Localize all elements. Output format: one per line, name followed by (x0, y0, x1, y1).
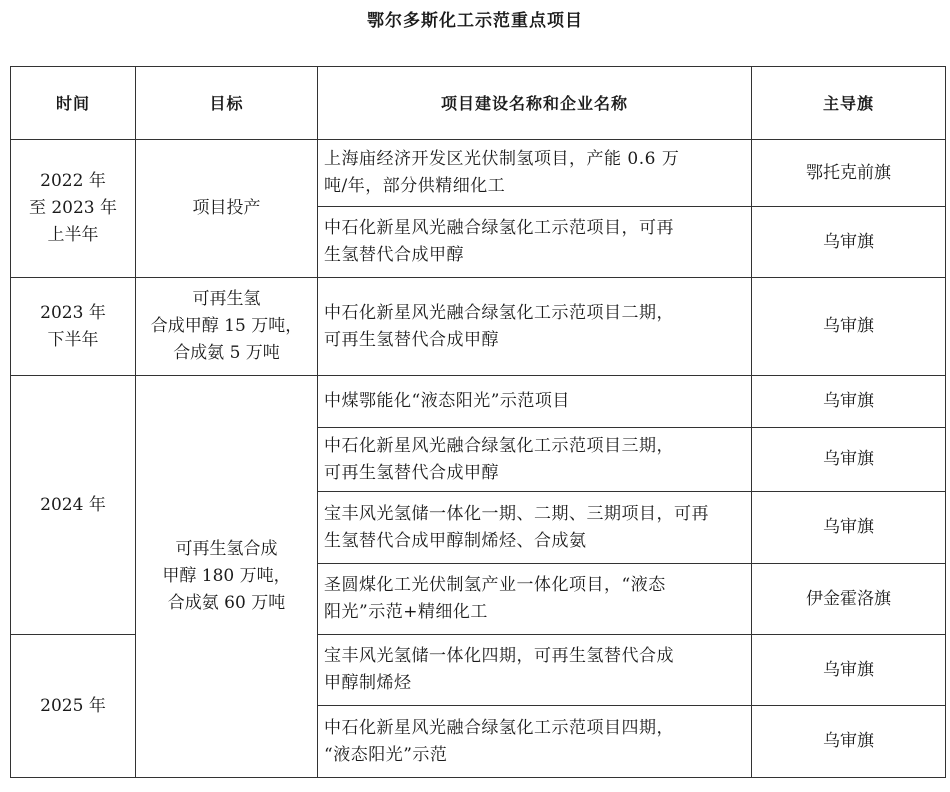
table-row (11, 140, 946, 207)
project-cell: 宝丰风光氢储一体化四期，可再生氢替代合成 甲醇制烯烃 (318, 635, 752, 706)
project-cell: 圣圆煤化工光伏制氢产业一体化项目，“液态 阳光”示范+精细化工 (318, 564, 752, 635)
project-cell: 上海庙经济开发区光伏制氢项目，产能 0.6 万 吨/年，部分供精细化工 (318, 140, 752, 207)
header-time: 时间 (11, 67, 136, 140)
banner-cell: 鄂托克前旗 (752, 140, 946, 207)
table-row (11, 376, 946, 428)
banner-cell: 乌审旗 (752, 428, 946, 492)
time-cell: 2025 年 (11, 635, 136, 778)
goal-cell: 可再生氢合成 甲醇 180 万吨， 合成氨 60 万吨 (136, 376, 318, 778)
banner-cell: 乌审旗 (752, 278, 946, 376)
banner-cell: 乌审旗 (752, 635, 946, 706)
projects-table (10, 66, 946, 778)
project-cell: 中石化新星风光融合绿氢化工示范项目四期， “液态阳光”示范 (318, 706, 752, 778)
project-cell: 中石化新星风光融合绿氢化工示范项目三期， 可再生氢替代合成甲醇 (318, 428, 752, 492)
header-goal: 目标 (136, 67, 318, 140)
project-cell: 中石化新星风光融合绿氢化工示范项目二期， 可再生氢替代合成甲醇 (318, 278, 752, 376)
time-cell: 2024 年 (11, 376, 136, 635)
banner-cell: 乌审旗 (752, 706, 946, 778)
time-cell: 2023 年 下半年 (11, 278, 136, 376)
header-project: 项目建设名称和企业名称 (318, 67, 752, 140)
time-cell: 2022 年 至 2023 年 上半年 (11, 140, 136, 278)
banner-cell: 乌审旗 (752, 207, 946, 278)
banner-cell: 乌审旗 (752, 492, 946, 564)
goal-cell: 可再生氢 合成甲醇 15 万吨， 合成氨 5 万吨 (136, 278, 318, 376)
table-header-row (11, 67, 946, 140)
goal-cell: 项目投产 (136, 140, 318, 278)
header-banner: 主导旗 (752, 67, 946, 140)
project-cell: 宝丰风光氢储一体化一期、二期、三期项目，可再 生氢替代合成甲醇制烯烃、合成氨 (318, 492, 752, 564)
table-row (11, 278, 946, 376)
document-title: 鄂尔多斯化工示范重点项目 (367, 11, 583, 31)
project-cell: 中石化新星风光融合绿氢化工示范项目，可再 生氢替代合成甲醇 (318, 207, 752, 278)
banner-cell: 伊金霍洛旗 (752, 564, 946, 635)
project-cell: 中煤鄂能化“液态阳光”示范项目 (318, 376, 752, 428)
banner-cell: 乌审旗 (752, 376, 946, 428)
